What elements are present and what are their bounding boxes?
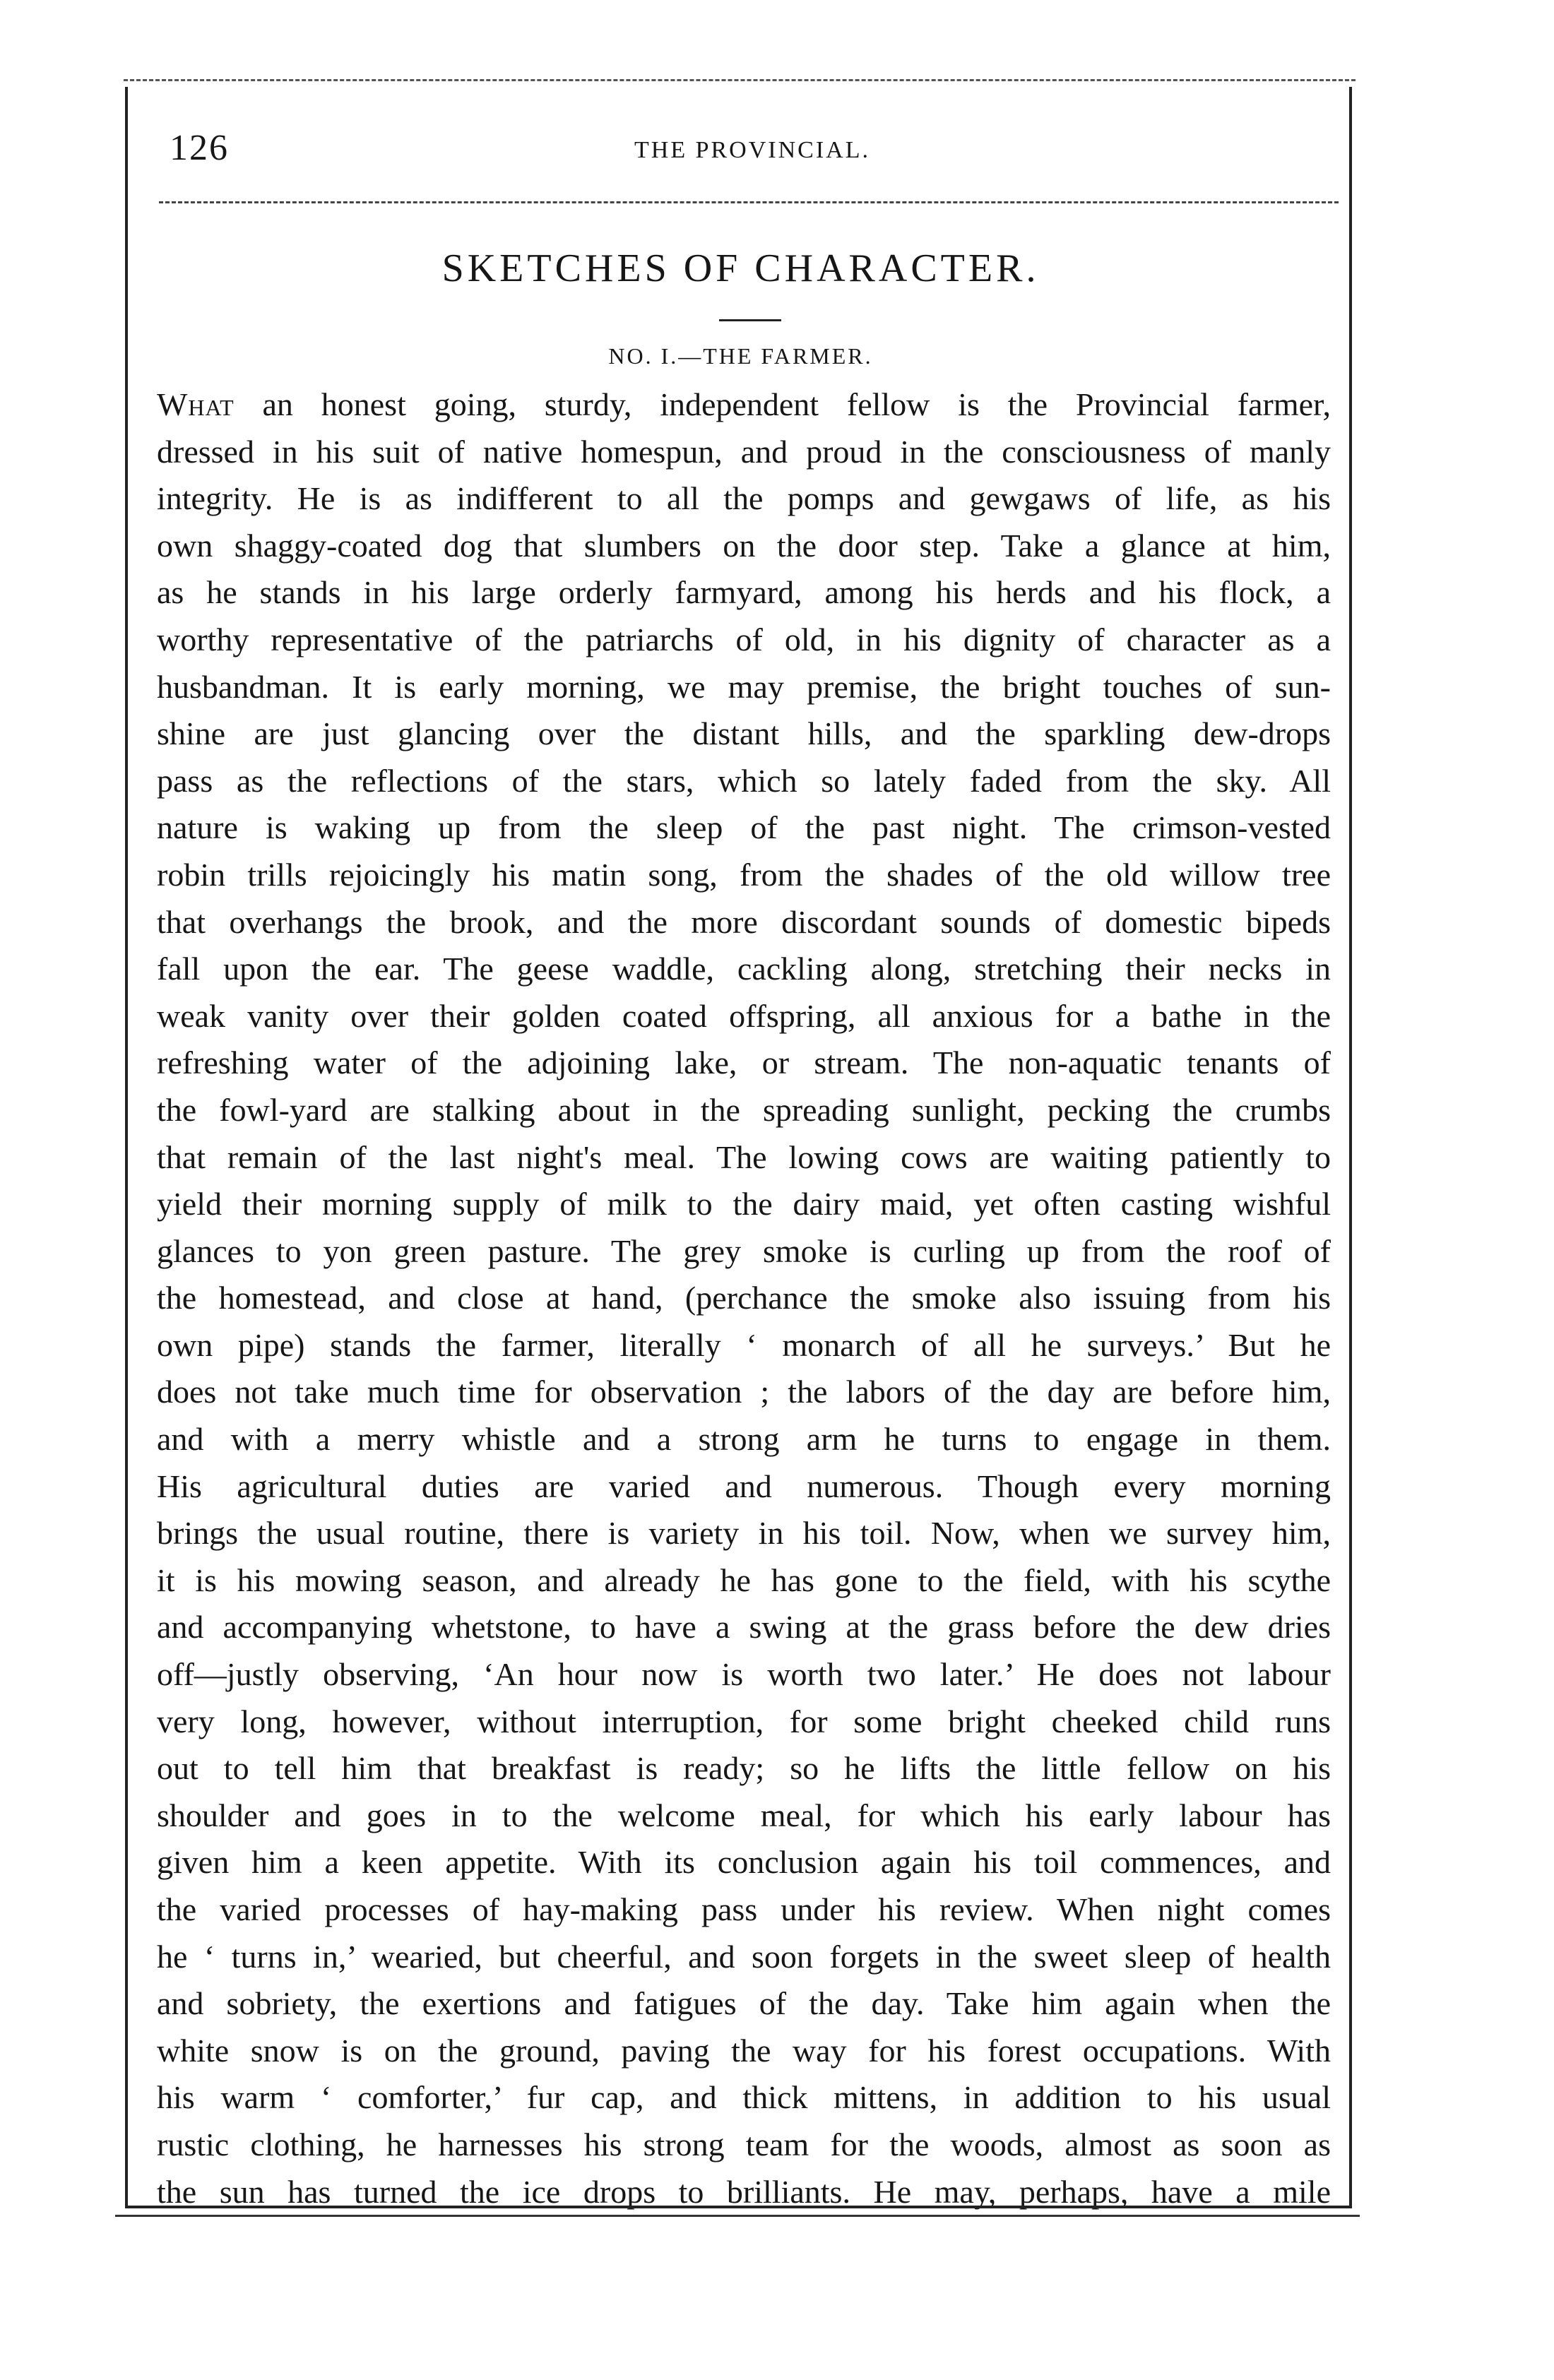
text-line: shoulder and goes in to the welcome meal, for which his early labour has [157,1797,1331,1833]
text-line: the fowl-yard are stalking about in the spreading sunlight, pecking the crumbs [157,1091,1331,1128]
drop-word: What [157,386,235,422]
text-line: glances to yon green pasture. The grey smoke is curling up from the roof of [157,1232,1331,1269]
text-line: nature is waking up from the sleep of the past night. The crimson-vested [157,809,1331,846]
text-line [157,381,1331,429]
text-line: off—justly observing, ‘An hour now is worth two later.’ He does not labour [157,1656,1331,1693]
text-line: white snow is on the ground, paving the way for his forest occupations. With [157,2032,1331,2069]
text-line: worthy representative of the patriarchs of old, in his dignity of character as a [157,621,1331,658]
text-line: and accompanying whetstone, to have a swing at the grass before the dew dries [157,1609,1331,1646]
text-line: pass as the reflections of the stars, which so lately faded from the sky. All [157,762,1331,799]
text-line: his warm ‘ comforter,’ fur cap, and thick mittens, in addition to his usual [157,2079,1331,2116]
header-rule [159,201,1339,203]
text-line: does not take much time for observation ; the labors of the day are before him, [157,1374,1331,1410]
title-divider [719,319,781,321]
bottom-border-rule [125,2206,1352,2208]
text-line: rustic clothing, he harnesses his strong team for the woods, almost as soon as [157,2126,1331,2162]
article-body [157,381,1331,2215]
text-line: robin trills rejoicingly his matin song, from the shades of the old willow tree [157,856,1331,893]
text-line: given him a keen appetite. With its conclusion again his toil commences, and [157,1844,1331,1881]
running-head: THE PROVINCIAL. [634,137,870,163]
text-line: as he stands in his large orderly farmyard, among his herds and his flock, a [157,574,1331,611]
text-line: that overhangs the brook, and the more discordant sounds of domestic bipeds [157,903,1331,940]
article-subtitle: NO. I.—THE FARMER. [608,343,873,369]
text-line: own shaggy-coated dog that slumbers on the door step. Take a glance at him, [157,527,1331,564]
page-header [170,127,1335,169]
text-line: that remain of the last night's meal. The lowing cows are waiting patiently to [157,1138,1331,1175]
text-line: the sun has turned the ice drops to brilliants. He may, perhaps, have a mile [157,2173,1331,2210]
text-line: and sobriety, the exertions and fatigues of the day. Take him again when the [157,1985,1331,2022]
text-line: own pipe) stands the farmer, literally ‘ monarch of all he surveys.’ But he [157,1326,1331,1363]
text-line: very long, however, without interruption, for some bright cheeked child runs [157,1703,1331,1739]
text-line: out to tell him that breakfast is ready; so he lifts the little fellow on his [157,1750,1331,1787]
page-number: 126 [170,128,229,168]
text-line: the homestead, and close at hand, (perchance the smoke also issuing from his [157,1280,1331,1316]
text-line: he ‘ turns in,’ wearied, but cheerful, and soon forgets in the sweet sleep of health [157,1938,1331,1975]
text-line: the varied processes of hay-making pass under his review. When night comes [157,1891,1331,1927]
bottom-border-rule-outer [115,2215,1360,2217]
text-line: shine are just glancing over the distant hills, and the sparkling dew-drops [157,715,1331,752]
article-title: SKETCHES OF CHARACTER. [441,246,1040,290]
text-line: refreshing water of the adjoining lake, or stream. The non-aquatic tenants of [157,1045,1331,1081]
text-line-content: an honest going, sturdy, independent fellow is the Provincial farmer, [234,386,1331,422]
text-line: husbandman. It is early morning, we may premise, the bright touches of sun- [157,668,1331,705]
text-line: brings the usual routine, there is variety in his toil. Now, when we survey him, [157,1515,1331,1552]
text-line: and with a merry whistle and a strong arm he turns to engage in them. [157,1421,1331,1458]
text-line: integrity. He is as indifferent to all the pomps and gewgaws of life, as his [157,480,1331,517]
text-line: yield their morning supply of milk to the dairy maid, yet often casting wishful [157,1186,1331,1222]
text-line: dressed in his suit of native homespun, and proud in the consciousness of manly [157,433,1331,470]
text-line: it is his mowing season, and already he has gone to the field, with his scythe [157,1561,1331,1598]
text-line: His agricultural duties are varied and numerous. Though every morning [157,1468,1331,1504]
text-line: weak vanity over their golden coated offspring, all anxious for a bathe in the [157,997,1331,1034]
text-line: fall upon the ear. The geese waddle, cackling along, stretching their necks in [157,951,1331,987]
top-border-rule [124,79,1356,81]
